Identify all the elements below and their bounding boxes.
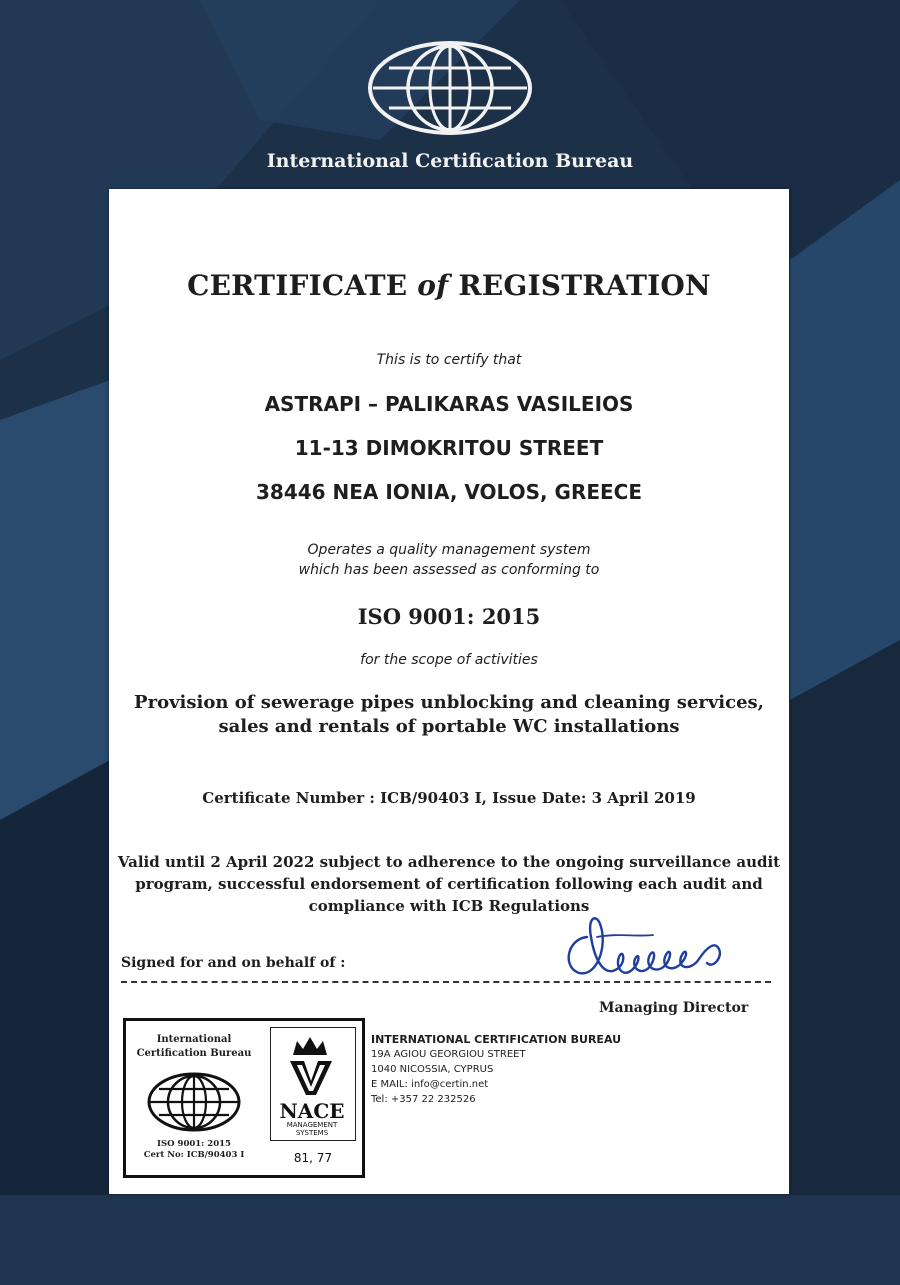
- company-name: ASTRAPI – PALIKARAS VASILEIOS: [264, 392, 634, 416]
- contact-street: 19A AGIOU GEORGIOU STREET: [371, 1049, 526, 1060]
- validity-line-2: program, successful endorsement of certification following each audit and: [135, 875, 763, 893]
- stamp-name-line-2: Certification Bureau: [136, 1048, 252, 1059]
- scope-line-2: sales and rentals of portable WC installations: [218, 716, 680, 737]
- contact-block: [371, 1032, 621, 1107]
- signer-title: Managing Director: [599, 1000, 749, 1016]
- certification-stamp: [123, 1018, 365, 1178]
- operates-line-1: Operates a quality management system: [307, 542, 591, 558]
- bureau-title: International Certification Bureau: [266, 150, 634, 172]
- crown-icon: [291, 1035, 329, 1057]
- certificate-paper: [109, 189, 789, 1194]
- nace-badge: [266, 1023, 360, 1171]
- standard-name: ISO 9001: 2015: [357, 604, 541, 629]
- signature-line: [121, 981, 771, 983]
- signed-label: Signed for and on behalf of :: [121, 955, 346, 971]
- title-part-1: CERTIFICATE: [187, 269, 408, 302]
- checkmark-v-icon: [288, 1059, 334, 1097]
- title-part-2: REGISTRATION: [458, 269, 711, 302]
- globe-icon: [146, 1071, 242, 1133]
- company-street: 11-13 DIMOKRITOU STREET: [294, 436, 604, 460]
- nace-code: 81, 77: [293, 1151, 333, 1165]
- contact-phone: Tel: +357 22 232526: [371, 1094, 476, 1105]
- validity-line-3: compliance with ICB Regulations: [308, 897, 590, 915]
- signature-mark: [557, 907, 747, 989]
- stamp-bureau-name: [126, 1033, 262, 1061]
- certificate-number: Certificate Number : ICB/90403 I, Issue Date: 3 April 2019: [202, 789, 696, 807]
- title-of: of: [417, 269, 449, 302]
- contact-city: 1040 NICOSSIA, CYPRUS: [371, 1064, 494, 1075]
- nace-sub-line-1: MANAGEMENT: [286, 1121, 338, 1129]
- icb-stamp: [126, 1021, 262, 1175]
- globe-icon: [367, 40, 533, 136]
- nace-word: NACE: [279, 1099, 345, 1123]
- operates-line-2: which has been assessed as conforming to: [298, 562, 600, 578]
- contact-email[interactable]: E MAIL: info@certin.net: [371, 1079, 489, 1090]
- stamp-iso: [126, 1139, 262, 1161]
- contact-name: INTERNATIONAL CERTIFICATION BUREAU: [371, 1033, 622, 1046]
- stamp-name-line-1: International: [156, 1034, 232, 1045]
- scope-line-1: Provision of sewerage pipes unblocking and cleaning services,: [134, 692, 764, 713]
- nace-sub-line-2: SYSTEMS: [295, 1129, 329, 1137]
- validity-line-1: Valid until 2 April 2022 subject to adherence to the ongoing surveillance audit: [117, 853, 781, 871]
- certificate-title: [109, 269, 789, 302]
- nace-subtitle: [270, 1121, 354, 1137]
- scope-intro: for the scope of activities: [360, 652, 538, 668]
- stamp-iso-standard: ISO 9001: 2015: [157, 1139, 231, 1149]
- intro-text: This is to certify that: [376, 352, 522, 368]
- stamp-cert-number: Cert No: ICB/90403 I: [143, 1150, 245, 1160]
- company-city: 38446 NEA IONIA, VOLOS, GREECE: [255, 480, 643, 504]
